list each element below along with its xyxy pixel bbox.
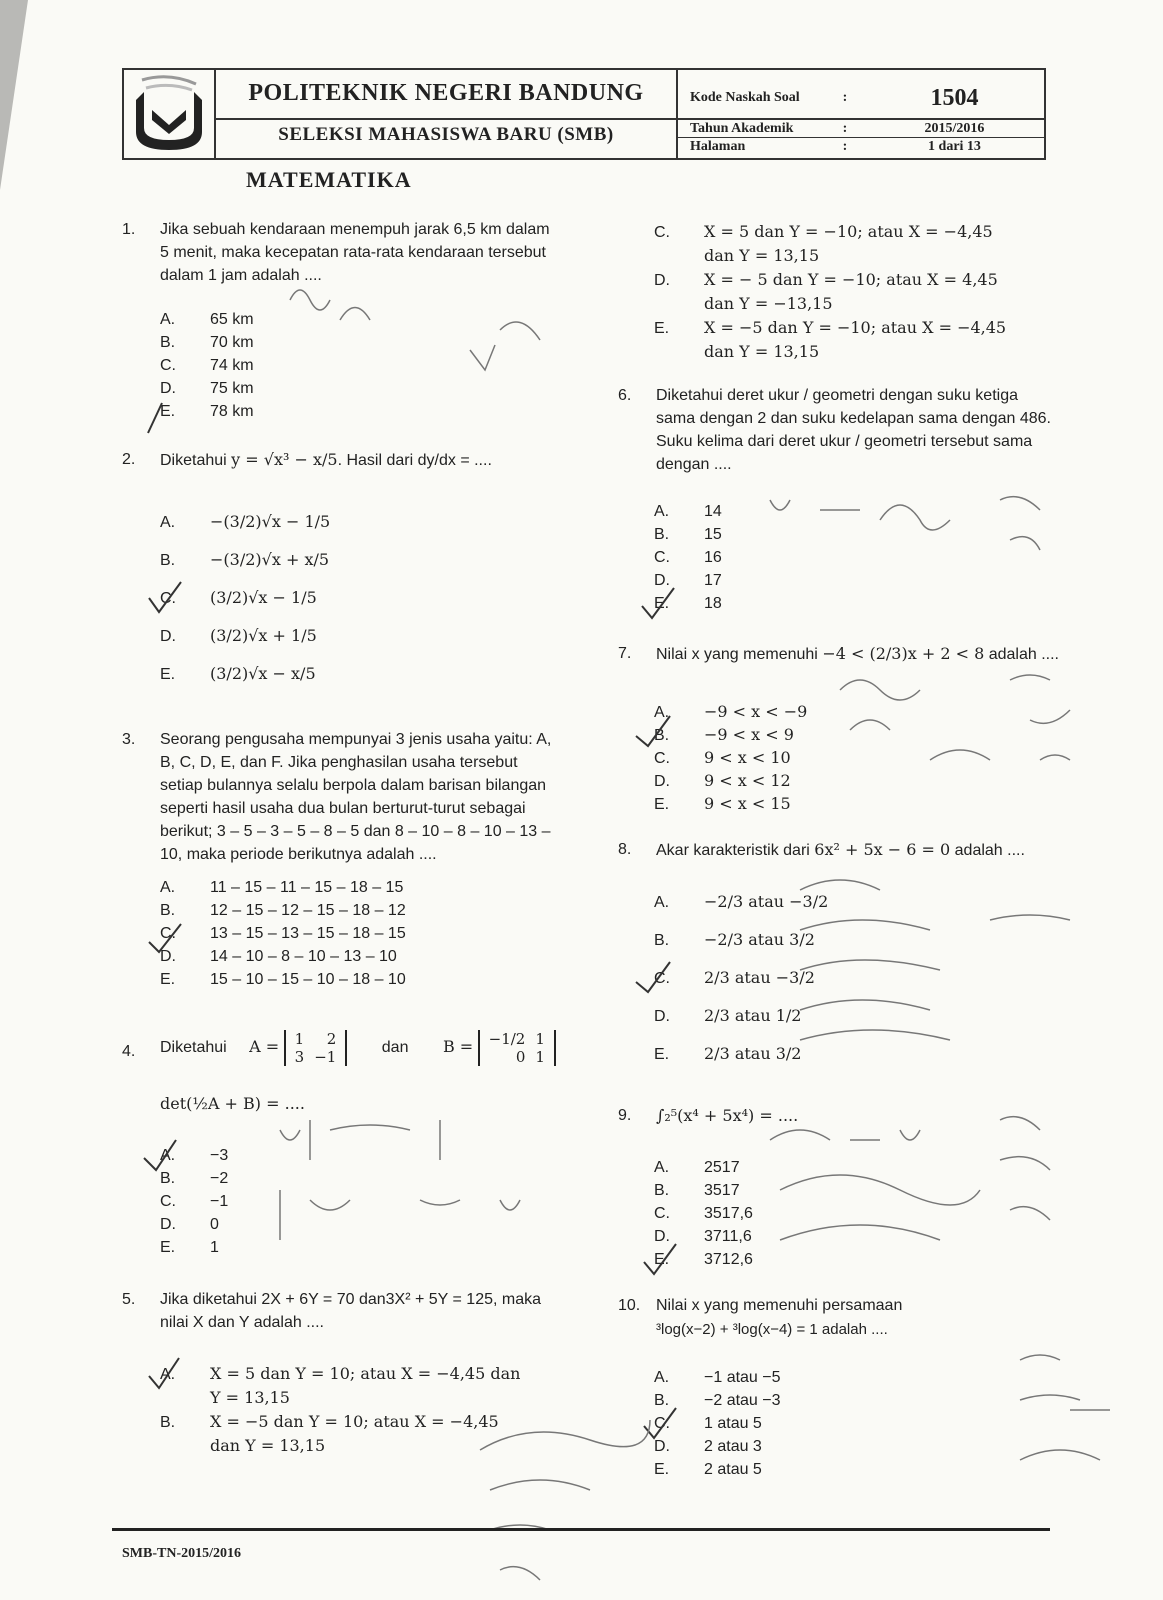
option-letter: E. (654, 1251, 670, 1268)
option[interactable] (654, 792, 791, 816)
option[interactable] (160, 308, 254, 331)
question-text: Akar karakteristik dari (656, 842, 810, 859)
option[interactable] (654, 546, 722, 569)
option-letter: E. (160, 666, 176, 683)
option-letter: A. (160, 514, 176, 531)
option-text: Y = 13,15 (210, 1388, 290, 1407)
option-text: 70 km (210, 334, 254, 351)
option-letter: D. (654, 1438, 670, 1455)
option[interactable] (160, 876, 403, 899)
option-text: −2 (210, 1170, 229, 1187)
derivative-symbol: dy/dx (417, 452, 456, 469)
meta-key: Tahun Akademik (690, 120, 794, 136)
option-text: 1 atau 5 (704, 1415, 762, 1432)
option-letter: C. (654, 970, 670, 987)
option-text: −2/3 atau 3/2 (704, 930, 815, 949)
meta-colon: : (842, 120, 848, 136)
meta-value: 1 dari 13 (928, 139, 981, 154)
option[interactable] (160, 899, 406, 922)
option-letter: E. (160, 1239, 176, 1256)
option-letter: D. (654, 773, 670, 790)
option[interactable] (654, 1366, 781, 1389)
option-text: 75 km (210, 380, 254, 397)
option[interactable] (160, 662, 316, 686)
option[interactable] (654, 769, 791, 793)
option[interactable] (160, 624, 317, 648)
option[interactable] (654, 723, 794, 747)
option-letter: C. (160, 925, 176, 942)
option-letter: D. (654, 1008, 670, 1025)
option-letter: E. (654, 595, 670, 612)
matrix-a (284, 1030, 348, 1066)
option-letter: B. (654, 526, 670, 543)
option-letter: B. (654, 1182, 670, 1199)
question-formula: det(½A + B) = .... (160, 1094, 305, 1113)
option-text: −(3/2)√x − 1/5 (210, 512, 331, 531)
program-name: SELEKSI MAHASISWA BARU (SMB) (278, 124, 614, 145)
option-letter: B. (160, 902, 176, 919)
option-letter: E. (654, 1461, 670, 1478)
option-letter: B. (654, 1392, 670, 1409)
matrix-cell: −1/2 (488, 1030, 526, 1048)
matrix-label: B = (442, 1037, 474, 1057)
option[interactable] (654, 1179, 740, 1202)
option-letter: E. (160, 403, 176, 420)
option[interactable] (654, 220, 993, 268)
option-text: 9 < x < 12 (704, 771, 791, 790)
option-text: 2/3 atau −3/2 (704, 968, 815, 987)
option[interactable] (654, 1225, 752, 1248)
handwritten-scribble-icon (280, 270, 610, 390)
option-letter: B. (654, 727, 670, 744)
matrix-cell: 2 (326, 1030, 337, 1048)
question-text: . Hasil dari (337, 452, 414, 469)
option[interactable] (654, 1248, 753, 1271)
option-text: X = 5 dan Y = 10; atau X = −4,45 dan (210, 1364, 521, 1383)
question-number: 6. (618, 387, 632, 404)
option[interactable] (654, 1389, 781, 1412)
option-letter: A. (654, 503, 670, 520)
option-letter: B. (160, 552, 176, 569)
option[interactable] (160, 1213, 219, 1236)
option-letter: A. (160, 311, 176, 328)
question-text: Diketahui (160, 452, 227, 469)
option-text: X = −5 dan Y = −10; atau X = −4,45 (704, 318, 1007, 337)
handwritten-scribble-icon (830, 660, 1110, 790)
option-text: dan Y = −13,15 (704, 294, 833, 313)
option[interactable] (654, 500, 722, 523)
option-letter: A. (654, 894, 670, 911)
question-text: Nilai x yang memenuhi persamaan (656, 1297, 903, 1314)
option-text: 74 km (210, 357, 254, 374)
option-letter: E. (654, 320, 670, 337)
question-number: 10. (618, 1297, 641, 1314)
option-text: dan Y = 13,15 (210, 1436, 326, 1455)
option-text: −9 < x < −9 (704, 702, 808, 721)
meta-key: Halaman (690, 139, 746, 154)
handwritten-scribble-icon (470, 1420, 730, 1600)
option-letter: A. (160, 1366, 176, 1383)
option[interactable] (654, 746, 791, 770)
option-letter: A. (160, 1147, 176, 1164)
option[interactable] (654, 1004, 801, 1028)
question-text: Diketahui deret ukur / geometri dengan suku ketiga sama dengan 2 dan suku kedelapan sama dengan 486. Suku kelima dari deret ukur / geometri tersebut sama dengan .... (656, 387, 1051, 473)
option-text: −9 < x < 9 (704, 725, 794, 744)
option[interactable] (654, 1156, 740, 1179)
question-text: adalah .... (954, 842, 1025, 859)
question-number: 8. (618, 841, 632, 858)
option-letter: E. (654, 1046, 670, 1063)
question-formula: ∫₂⁵(x⁴ + 5x⁴) = .... (656, 1106, 799, 1125)
option[interactable] (160, 377, 254, 400)
question-text: dan (381, 1039, 409, 1057)
question-text: adalah .... (988, 646, 1059, 663)
institution-block (216, 70, 678, 158)
logo-emblem-icon (124, 70, 214, 158)
meta-value: 2015/2016 (924, 120, 985, 136)
option-letter: D. (160, 1216, 176, 1233)
option-text: 3517 (704, 1182, 740, 1199)
option-text: 2517 (704, 1159, 740, 1176)
handwritten-scribble-icon (760, 1100, 1080, 1270)
polban-logo (124, 70, 216, 158)
option-letter: C. (160, 357, 176, 374)
option-text: 12 – 15 – 12 – 15 – 18 – 12 (210, 902, 406, 919)
option-text: 9 < x < 15 (704, 794, 791, 813)
option-text: X = −5 dan Y = 10; atau X = −4,45 (210, 1412, 499, 1431)
question-number: 9. (618, 1107, 632, 1124)
option-text: 3711,6 (704, 1228, 752, 1245)
option-letter: C. (654, 1415, 670, 1432)
option-letter: B. (160, 1170, 176, 1187)
option-text: 65 km (210, 311, 254, 328)
option-letter: B. (160, 334, 176, 351)
option-letter: E. (160, 971, 176, 988)
option-letter: C. (654, 549, 670, 566)
option-text: 13 – 15 – 13 – 15 – 18 – 15 (210, 925, 406, 942)
option-letter: D. (160, 948, 176, 965)
option-text: −2 atau −3 (704, 1392, 781, 1409)
option[interactable] (160, 331, 254, 354)
question-formula: −4 < (2/3)x + 2 < 8 (822, 644, 985, 663)
option[interactable] (160, 586, 317, 610)
option[interactable] (160, 968, 406, 991)
option-text: 2/3 atau 3/2 (704, 1044, 802, 1063)
option-text: dan Y = 13,15 (704, 246, 820, 265)
option[interactable] (160, 400, 254, 423)
matrix-cell: 0 (515, 1048, 526, 1066)
option-text: −(3/2)√x + x/5 (210, 550, 330, 569)
option-text: 9 < x < 10 (704, 748, 791, 767)
option[interactable] (160, 1144, 228, 1167)
option-text: 2 atau 5 (704, 1461, 762, 1478)
option-text: 18 (704, 595, 722, 612)
option-text: −3 (210, 1147, 229, 1164)
question-formula: 6x² + 5x − 6 = 0 (814, 840, 951, 859)
question-number: 3. (122, 731, 136, 748)
option[interactable] (654, 523, 722, 546)
question-number: 1. (122, 221, 136, 238)
handwritten-scribble-icon (760, 480, 1080, 580)
option[interactable] (654, 1042, 801, 1066)
question-formula: ³log(x−2) + ³log(x−4) = 1 adalah .... (656, 1321, 888, 1338)
question-text: Jika sebuah kendaraan menempuh jarak 6,5 km dalam 5 menit, maka kecepatan rata-rata kendaraan tersebut dalam 1 jam adalah .... (160, 221, 550, 284)
option-letter: C. (654, 750, 670, 767)
option-letter: D. (654, 572, 670, 589)
option-text: X = − 5 dan Y = −10; atau X = 4,45 (704, 270, 998, 289)
option[interactable] (160, 548, 329, 572)
handwritten-scribble-icon (1010, 1340, 1130, 1490)
meta-key: Kode Naskah Soal (690, 90, 800, 105)
question-text: Jika diketahui 2X + 6Y = 70 dan3X² + 5Y = 125, maka nilai X dan Y adalah .... (160, 1291, 542, 1331)
matrix-cell: 1 (535, 1048, 545, 1066)
handwritten-scribble-icon (270, 1110, 560, 1260)
meta-value: 1504 (930, 84, 979, 111)
option-text: 15 (704, 526, 722, 543)
option-text: −1 atau −5 (704, 1369, 781, 1386)
option-text: 11 – 15 – 11 – 15 – 18 – 15 (210, 879, 404, 896)
option-letter: C. (654, 224, 670, 241)
scan-corner-shadow (0, 0, 28, 190)
matrix-label: A = (249, 1037, 280, 1057)
option-letter: D. (654, 272, 670, 289)
option[interactable] (160, 1362, 520, 1410)
option[interactable] (654, 316, 1006, 364)
option-text: (3/2)√x − 1/5 (210, 588, 317, 607)
question-number: 4. (122, 1043, 136, 1060)
option-text: dan Y = 13,15 (704, 342, 820, 361)
option-letter: B. (654, 932, 670, 949)
matrix-cell: −1 (314, 1048, 337, 1066)
option-text: 2/3 atau 1/2 (704, 1006, 802, 1025)
option-text: 16 (704, 549, 722, 566)
matrix-definitions (160, 1030, 556, 1066)
option[interactable] (654, 268, 998, 316)
institution-name: POLITEKNIK NEGERI BANDUNG (248, 80, 644, 106)
question-text: = .... (460, 452, 492, 469)
option-text: −1 (210, 1193, 229, 1210)
matrix-cell: 1 (535, 1030, 545, 1048)
handwritten-scribble-icon (790, 870, 1090, 1060)
exam-header (122, 68, 1046, 160)
option-text: 17 (704, 572, 722, 589)
meta-row-code (678, 78, 1044, 120)
exam-meta (678, 70, 1044, 158)
option-letter: D. (654, 1228, 670, 1245)
question-text: Nilai x yang memenuhi (656, 646, 818, 663)
option-text: 2 atau 3 (704, 1438, 762, 1455)
option-text: 1 (210, 1239, 219, 1256)
question-number: 2. (122, 451, 136, 468)
question-number: 7. (618, 645, 632, 662)
option-text: −2/3 atau −3/2 (704, 892, 829, 911)
option-letter: E. (654, 796, 670, 813)
option[interactable] (160, 1410, 499, 1458)
option[interactable] (160, 922, 406, 945)
option-text: 14 – 10 – 8 – 10 – 13 – 10 (210, 948, 397, 965)
question-text: Diketahui (160, 1039, 227, 1057)
option-text: 14 (704, 503, 722, 520)
option[interactable] (654, 592, 722, 615)
matrix-b (478, 1030, 556, 1066)
question-number: 5. (122, 1291, 136, 1308)
option[interactable] (160, 1190, 228, 1213)
option[interactable] (160, 354, 254, 377)
option-text: 78 km (210, 403, 254, 420)
option-text: (3/2)√x − x/5 (210, 664, 316, 683)
matrix-cell: 1 (294, 1030, 305, 1048)
option-letter: D. (160, 628, 176, 645)
option-text: X = 5 dan Y = −10; atau X = −4,45 (704, 222, 993, 241)
meta-colon: : (842, 90, 848, 105)
option-letter: A. (160, 879, 176, 896)
option-letter: A. (654, 704, 670, 721)
question-formula: y = √x³ − x/5 (231, 450, 338, 469)
subject-title: MATEMATIKA (246, 167, 412, 192)
option[interactable] (654, 700, 807, 724)
footer-rule (112, 1528, 1050, 1531)
option-letter: A. (654, 1159, 670, 1176)
option[interactable] (160, 945, 397, 968)
option-text: 3712,6 (704, 1251, 753, 1268)
option-letter: A. (654, 1369, 670, 1386)
option[interactable] (654, 1202, 753, 1225)
option-text: 3517,6 (704, 1205, 753, 1222)
option-letter: B. (160, 1414, 176, 1431)
footer-code: SMB-TN-2015/2016 (122, 1546, 241, 1561)
option[interactable] (160, 1167, 228, 1190)
meta-colon: : (842, 139, 848, 154)
meta-row-year (678, 120, 1044, 138)
option-letter: C. (160, 590, 176, 607)
option-text: (3/2)√x + 1/5 (210, 626, 317, 645)
option-letter: D. (160, 380, 176, 397)
option-text: 0 (210, 1216, 219, 1233)
option-letter: C. (160, 1193, 176, 1210)
meta-row-page (678, 138, 1044, 156)
option-letter: C. (654, 1205, 670, 1222)
option[interactable] (160, 510, 330, 534)
matrix-cell: 3 (294, 1048, 305, 1066)
option[interactable] (654, 569, 722, 592)
question-text: Seorang pengusaha mempunyai 3 jenis usaha yaitu: A, B, C, D, E, dan F. Jika penghasilan usaha tersebut setiap bulannya selalu berpola dalam barisan bilangan seperti hasil usaha dua bulan berturut-turut sebagai berikut; 3 – 5 – 3 – 5 – 8 – 5 dan 8 – 10 – 8 – 10 – 13 – 10, maka periode berikutnya adalah .... (160, 731, 552, 863)
option[interactable] (160, 1236, 219, 1259)
option-text: 15 – 10 – 15 – 10 – 18 – 10 (210, 971, 406, 988)
